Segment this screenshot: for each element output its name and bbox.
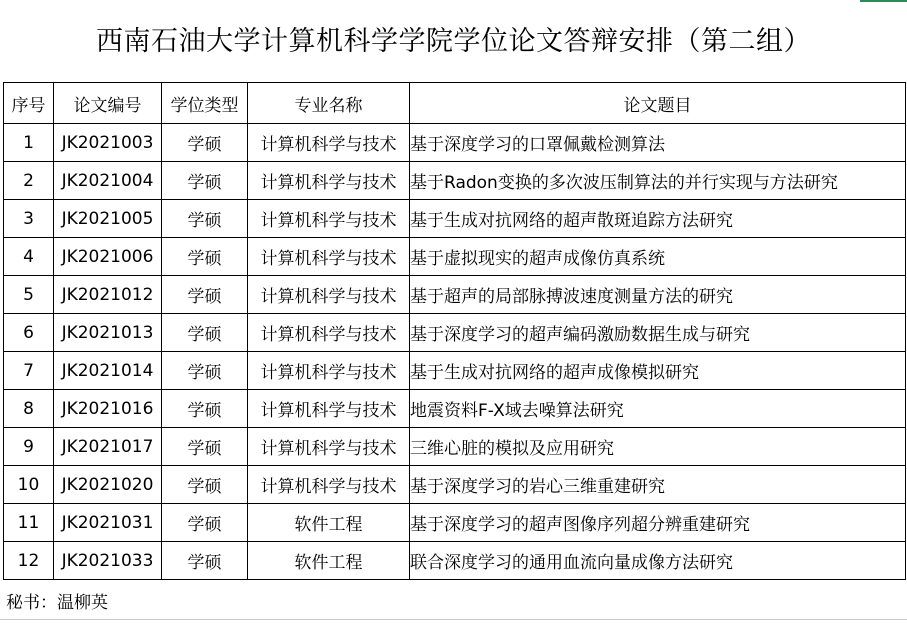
cell-topic[interactable]: 基于生成对抗网络的超声成像模拟研究: [410, 352, 906, 390]
cell-degree-type[interactable]: 学硕: [162, 466, 248, 504]
cell-major[interactable]: 计算机科学与技术: [248, 352, 410, 390]
cell-degree-type[interactable]: 学硕: [162, 390, 248, 428]
cell-topic[interactable]: 基于深度学习的岩心三维重建研究: [410, 466, 906, 504]
cell-topic[interactable]: 三维心脏的模拟及应用研究: [410, 428, 906, 466]
cell-thesis-code[interactable]: JK2021004: [54, 162, 162, 200]
table-row: [4, 504, 906, 542]
table-row: [4, 542, 906, 580]
cell-major[interactable]: 计算机科学与技术: [248, 428, 410, 466]
cell-index[interactable]: 11: [4, 504, 54, 542]
column-header-thesis-code[interactable]: 论文编号: [54, 83, 162, 124]
cell-topic[interactable]: 基于深度学习的口罩佩戴检测算法: [410, 124, 906, 162]
cell-thesis-code[interactable]: JK2021020: [54, 466, 162, 504]
table-row: [4, 238, 906, 276]
cell-major[interactable]: 计算机科学与技术: [248, 466, 410, 504]
cell-thesis-code[interactable]: JK2021031: [54, 504, 162, 542]
cell-major[interactable]: 计算机科学与技术: [248, 314, 410, 352]
table-header-row: [4, 83, 906, 124]
page-title[interactable]: 西南石油大学计算机科学学院学位论文答辩安排（第二组）: [96, 26, 811, 57]
cell-thesis-code[interactable]: JK2021005: [54, 200, 162, 238]
cell-thesis-code[interactable]: JK2021033: [54, 542, 162, 580]
cell-major[interactable]: 计算机科学与技术: [248, 238, 410, 276]
cell-degree-type[interactable]: 学硕: [162, 352, 248, 390]
cell-thesis-code[interactable]: JK2021014: [54, 352, 162, 390]
cell-degree-type[interactable]: 学硕: [162, 124, 248, 162]
cell-major[interactable]: 计算机科学与技术: [248, 162, 410, 200]
cell-index[interactable]: 1: [4, 124, 54, 162]
cell-topic[interactable]: 基于超声的局部脉搏波速度测量方法的研究: [410, 276, 906, 314]
cell-topic[interactable]: 基于生成对抗网络的超声散斑追踪方法研究: [410, 200, 906, 238]
cell-degree-type[interactable]: 学硕: [162, 428, 248, 466]
cell-degree-type[interactable]: 学硕: [162, 200, 248, 238]
cell-major[interactable]: 计算机科学与技术: [248, 390, 410, 428]
cell-thesis-code[interactable]: JK2021013: [54, 314, 162, 352]
cell-major[interactable]: 计算机科学与技术: [248, 124, 410, 162]
cell-major[interactable]: 软件工程: [248, 504, 410, 542]
cell-index[interactable]: 2: [4, 162, 54, 200]
cell-degree-type[interactable]: 学硕: [162, 504, 248, 542]
table-row: [4, 200, 906, 238]
cell-index[interactable]: 10: [4, 466, 54, 504]
table-row: [4, 124, 906, 162]
cell-degree-type[interactable]: 学硕: [162, 276, 248, 314]
defense-schedule-table: [3, 82, 906, 580]
table-row: [4, 466, 906, 504]
cell-index[interactable]: 7: [4, 352, 54, 390]
cell-index[interactable]: 8: [4, 390, 54, 428]
secretary-note[interactable]: 秘书：温柳英: [6, 593, 108, 613]
table-row: [4, 276, 906, 314]
cell-topic[interactable]: 基于深度学习的超声编码激励数据生成与研究: [410, 314, 906, 352]
cell-major[interactable]: 计算机科学与技术: [248, 200, 410, 238]
cell-thesis-code[interactable]: JK2021006: [54, 238, 162, 276]
table-row: [4, 428, 906, 466]
cell-degree-type[interactable]: 学硕: [162, 542, 248, 580]
cell-index[interactable]: 3: [4, 200, 54, 238]
cell-thesis-code[interactable]: JK2021016: [54, 390, 162, 428]
selected-cell-border: [860, 0, 907, 2]
sheet-bottom-gridline: [0, 619, 907, 620]
cell-index[interactable]: 5: [4, 276, 54, 314]
cell-degree-type[interactable]: 学硕: [162, 162, 248, 200]
cell-index[interactable]: 6: [4, 314, 54, 352]
cell-topic[interactable]: 基于Radon变换的多次波压制算法的并行实现与方法研究: [410, 162, 906, 200]
column-header-index[interactable]: 序号: [4, 83, 54, 124]
table-row: [4, 162, 906, 200]
cell-thesis-code[interactable]: JK2021012: [54, 276, 162, 314]
cell-index[interactable]: 4: [4, 238, 54, 276]
cell-major[interactable]: 计算机科学与技术: [248, 276, 410, 314]
table-row: [4, 314, 906, 352]
cell-index[interactable]: 9: [4, 428, 54, 466]
table-row: [4, 352, 906, 390]
column-header-degree-type[interactable]: 学位类型: [162, 83, 248, 124]
cell-index[interactable]: 12: [4, 542, 54, 580]
cell-degree-type[interactable]: 学硕: [162, 314, 248, 352]
cell-topic[interactable]: 地震资料F-X域去噪算法研究: [410, 390, 906, 428]
column-header-major[interactable]: 专业名称: [248, 83, 410, 124]
table-row: [4, 390, 906, 428]
cell-thesis-code[interactable]: JK2021003: [54, 124, 162, 162]
cell-topic[interactable]: 联合深度学习的通用血流向量成像方法研究: [410, 542, 906, 580]
cell-major[interactable]: 软件工程: [248, 542, 410, 580]
column-header-topic[interactable]: 论文题目: [410, 83, 906, 124]
cell-topic[interactable]: 基于虚拟现实的超声成像仿真系统: [410, 238, 906, 276]
cell-thesis-code[interactable]: JK2021017: [54, 428, 162, 466]
cell-topic[interactable]: 基于深度学习的超声图像序列超分辨重建研究: [410, 504, 906, 542]
cell-degree-type[interactable]: 学硕: [162, 238, 248, 276]
